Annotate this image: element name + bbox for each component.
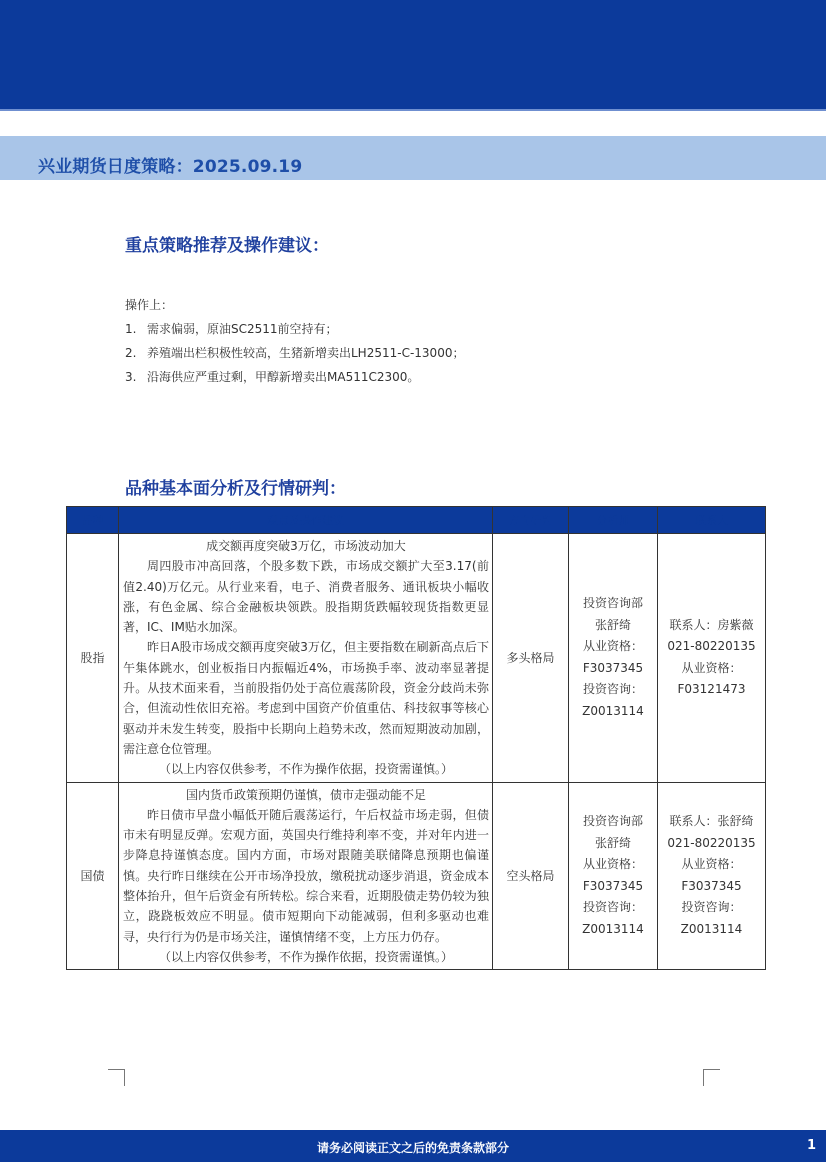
crop-mark-left	[108, 1069, 125, 1086]
category-cell: 国债	[67, 782, 119, 970]
contact-line: 021-80220135	[667, 639, 756, 654]
direction-cell: 多头格局	[493, 534, 569, 783]
view-paragraph: 昨日债市早盘小幅低开随后震荡运行，午后权益市场走弱，但债市未有明显反弹。宏观方面，英国央行维持利率不变，并对年内进一步降息持谨慎态度。国内方面，市场对跟随美联储降息预期也偏谨慎。央行昨日继续在公开市场净投放，缴税扰动逐步消退，资金成本整体抬升，但午后资金有所转松。综合来看，近期股债走势仍较为独立，跷跷板效应不明显。债市短期向下动能减弱，但利多驱动也难寻，央行行为仍是市场关注，谨慎情绪不变，上方压力仍存。	[123, 807, 489, 944]
analyst-line: Z0013114	[582, 703, 644, 718]
analysis-table	[66, 506, 766, 970]
view-paragraph: 周四股市冲高回落，个股多数下跌，市场成交额扩大至3.17(前值2.40)万亿元。从行业来看，电子、消费者服务、通讯板块小幅收涨，有色金属、综合金融板块领跌。股指期货跌幅较现货指数更显著，IC、IM贴水加深。	[123, 559, 489, 635]
analyst-cell	[569, 782, 658, 970]
report-title: 兴业期货日度策略：2025.09.19	[38, 157, 303, 177]
header-banner	[0, 0, 826, 111]
contact-line: F3037345	[681, 878, 742, 893]
operation-item-number: 1.	[125, 322, 137, 336]
contact-cell	[658, 782, 766, 970]
contact-line: 联系人：房紫薇	[669, 617, 754, 632]
operation-item	[125, 365, 464, 389]
analyst-line: F3037345	[582, 660, 644, 675]
header-category: 品种	[67, 507, 119, 534]
view-heading: 成交额再度突破3万亿，市场波动加大	[206, 539, 406, 553]
contact-line: 021-80220135	[667, 835, 756, 850]
contact-line: F03121473	[677, 682, 746, 697]
contact-line: 从业资格：	[681, 660, 742, 675]
analyst-line: Z0013114	[582, 921, 644, 936]
analyst-line: 投资咨询部	[582, 596, 643, 611]
contact-line: 投资咨询：	[681, 900, 742, 915]
analyst-line: 张舒绮	[594, 617, 631, 632]
view-paragraph: 昨日A股市场成交额再度突破3万亿，但主要指数在刷新高点后下午集体跳水，创业板指日内振幅近4%，市场换手率、波动率显著提升。从技术面来看，当前股指仍处于高位震荡阶段，资金分歧尚未弥合，但流动性依旧充裕。考虑到中国资产价值重估、科技叙事等核心驱动并未发生转变，股指中长期向上趋势未改，然而短期波动加剧，需注意仓位管理。	[123, 640, 489, 756]
table-row	[67, 534, 766, 783]
page-number: 1	[806, 1138, 816, 1153]
analyst-line: F3037345	[582, 878, 644, 893]
crop-mark-right	[703, 1069, 720, 1086]
analyst-line: 从业资格：	[582, 639, 643, 654]
disclaimer-note: （以上内容仅供参考，不作为操作依据，投资需谨慎。）	[158, 949, 453, 964]
contact-cell	[658, 534, 766, 783]
operation-item-text: 沿海供应严重过剩，甲醇新增卖出MA511C2300。	[147, 370, 420, 384]
operation-intro: 操作上：	[125, 298, 174, 312]
view-heading: 国内货币政策预期仍谨慎，债市走强动能不足	[185, 787, 426, 802]
view-cell	[119, 782, 493, 970]
table-header-row	[67, 507, 766, 534]
header-analyst: 分析师	[569, 507, 658, 534]
contact-line: 联系人：张舒绮	[669, 814, 754, 829]
operation-item-number: 3.	[125, 370, 137, 384]
disclaimer-note: （以上内容仅供参考，不作为操作依据，投资需谨慎。）	[158, 762, 453, 777]
analyst-line: 从业资格：	[582, 857, 643, 872]
operation-item	[125, 317, 464, 341]
header-direction: 方向研判	[493, 507, 569, 534]
footer-disclaimer: 请务必阅读正文之后的免责条款部分	[316, 1141, 509, 1155]
operation-item	[125, 341, 464, 365]
contact-line: Z0013114	[680, 921, 743, 936]
footer-bar	[0, 1130, 826, 1162]
analyst-cell	[569, 534, 658, 783]
operation-item-number: 2.	[125, 346, 137, 360]
header-view: 观点及操作建议	[119, 507, 493, 534]
operation-item-text: 养殖端出栏积极性较高，生猪新增卖出LH2511-C-13000；	[147, 346, 465, 360]
contact-line: 从业资格：	[681, 857, 742, 872]
analyst-line: 张舒绮	[594, 835, 631, 850]
analysis-section-title: 品种基本面分析及行情研判：	[125, 479, 346, 499]
header-contact: 联系人	[658, 507, 766, 534]
operation-item-text: 需求偏弱，原油SC2511前空持有；	[147, 322, 338, 336]
table-row	[67, 782, 766, 970]
category-cell: 股指	[67, 534, 119, 783]
analyst-line: 投资咨询：	[582, 682, 643, 697]
strategy-section-title: 重点策略推荐及操作建议：	[125, 236, 329, 256]
view-cell	[119, 534, 493, 783]
operation-list	[125, 293, 464, 389]
analyst-line: 投资咨询：	[582, 900, 643, 915]
direction-cell: 空头格局	[493, 782, 569, 970]
analyst-line: 投资咨询部	[582, 814, 643, 829]
